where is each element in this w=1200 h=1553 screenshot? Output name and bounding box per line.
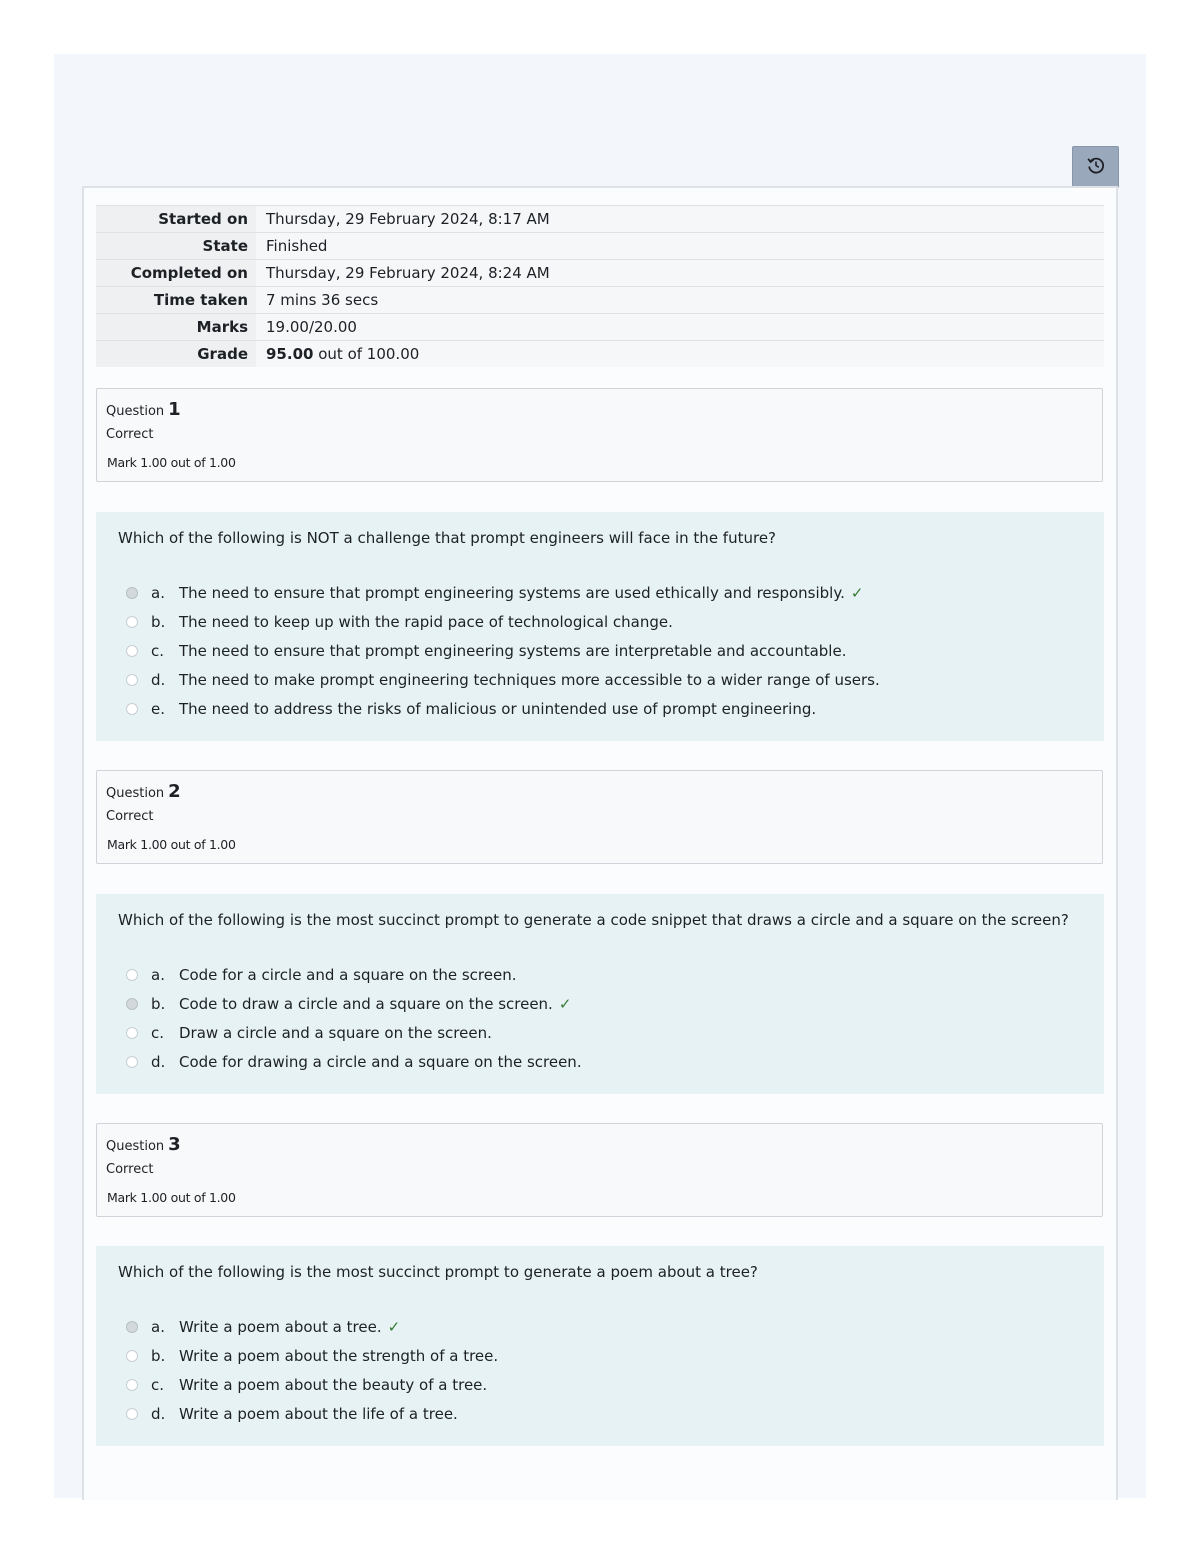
answer-letter: e. [151, 699, 165, 718]
answer-letter: b. [151, 612, 166, 631]
radio-button[interactable] [126, 587, 138, 599]
summary-row-started [96, 206, 1104, 233]
answer-letter: d. [151, 670, 166, 689]
check-icon: ✓ [850, 583, 864, 602]
question-state: Correct [106, 1162, 154, 1177]
answer-option[interactable] [126, 607, 880, 636]
summary-value: 7 mins 36 secs [256, 287, 1104, 314]
review-history-button[interactable] [1072, 146, 1119, 188]
answer-text: Draw a circle and a square on the screen. [179, 1023, 492, 1042]
summary-value [256, 341, 1104, 368]
answer-option[interactable] [126, 1312, 498, 1341]
question-content-3 [96, 1246, 1104, 1446]
history-icon [1086, 155, 1106, 179]
summary-row-completed [96, 260, 1104, 287]
answer-option[interactable] [126, 1047, 582, 1076]
answer-text: Code to draw a circle and a square on the screen. [179, 994, 553, 1013]
radio-button[interactable] [126, 1321, 138, 1333]
answer-text: The need to make prompt engineering techniques more accessible to a wider range of users. [179, 670, 880, 689]
radio-button[interactable] [126, 616, 138, 628]
question-mark: Mark 1.00 out of 1.00 [107, 1190, 236, 1205]
question-text: Which of the following is NOT a challenge that prompt engineers will face in the future? [118, 529, 777, 547]
question-label: Question [106, 1139, 165, 1154]
answer-list [126, 578, 880, 723]
answer-option[interactable] [126, 1370, 498, 1399]
question-number [106, 1134, 181, 1155]
radio-button[interactable] [126, 674, 138, 686]
attempt-summary-table [96, 205, 1104, 367]
grade-value: 95.00 [266, 345, 314, 363]
radio-button[interactable] [126, 645, 138, 657]
answer-list [126, 1312, 498, 1428]
question-info-2 [96, 770, 1103, 864]
answer-letter: c. [151, 1023, 165, 1042]
question-info-3 [96, 1123, 1103, 1217]
radio-button[interactable] [126, 1350, 138, 1362]
summary-row-time-taken [96, 287, 1104, 314]
answer-text: Code for drawing a circle and a square on the screen. [179, 1052, 582, 1071]
summary-row-state [96, 233, 1104, 260]
summary-label: Grade [96, 341, 256, 368]
radio-button[interactable] [126, 1408, 138, 1420]
check-icon: ✓ [558, 994, 572, 1013]
answer-text: The need to ensure that prompt engineering systems are used ethically and responsibly. [179, 583, 845, 602]
radio-button[interactable] [126, 1027, 138, 1039]
question-mark: Mark 1.00 out of 1.00 [107, 455, 236, 470]
radio-button[interactable] [126, 703, 138, 715]
answer-option[interactable] [126, 960, 582, 989]
answer-letter: a. [151, 583, 165, 602]
grade-suffix: out of 100.00 [318, 345, 420, 363]
question-text: Which of the following is the most succinct prompt to generate a code snippet that draws a circle and a square on the screen? [118, 911, 1069, 929]
check-icon: ✓ [387, 1317, 401, 1336]
answer-option[interactable] [126, 1399, 498, 1428]
answer-option[interactable] [126, 636, 880, 665]
question-content-1 [96, 512, 1104, 741]
summary-value: Finished [256, 233, 1104, 260]
answer-list [126, 960, 582, 1076]
answer-option[interactable] [126, 578, 880, 607]
answer-text: Write a poem about the beauty of a tree. [179, 1375, 488, 1394]
summary-row-grade [96, 341, 1104, 368]
answer-text: Write a poem about the life of a tree. [179, 1404, 458, 1423]
question-text: Which of the following is the most succinct prompt to generate a poem about a tree? [118, 1263, 758, 1281]
question-number-value: 1 [168, 399, 181, 420]
radio-button[interactable] [126, 969, 138, 981]
radio-button[interactable] [126, 1056, 138, 1068]
question-mark: Mark 1.00 out of 1.00 [107, 837, 236, 852]
answer-option[interactable] [126, 694, 880, 723]
answer-option[interactable] [126, 1341, 498, 1370]
radio-button[interactable] [126, 998, 138, 1010]
answer-text: The need to address the risks of malicious or unintended use of prompt engineering. [179, 699, 817, 718]
summary-value: 19.00/20.00 [256, 314, 1104, 341]
answer-letter: c. [151, 641, 165, 660]
answer-letter: a. [151, 1317, 165, 1336]
answer-text: Write a poem about a tree. [179, 1317, 382, 1336]
question-state: Correct [106, 809, 154, 824]
question-number [106, 781, 181, 802]
answer-letter: c. [151, 1375, 165, 1394]
summary-value: Thursday, 29 February 2024, 8:17 AM [256, 206, 1104, 233]
question-number-value: 3 [168, 1134, 181, 1155]
answer-text: The need to ensure that prompt engineering systems are interpretable and accountable. [179, 641, 847, 660]
summary-label: Marks [96, 314, 256, 341]
answer-letter: a. [151, 965, 165, 984]
summary-label: State [96, 233, 256, 260]
question-number [106, 399, 181, 420]
summary-label: Completed on [96, 260, 256, 287]
question-content-2 [96, 894, 1104, 1094]
question-number-value: 2 [168, 781, 181, 802]
summary-value: Thursday, 29 February 2024, 8:24 AM [256, 260, 1104, 287]
question-info-1 [96, 388, 1103, 482]
question-state: Correct [106, 427, 154, 442]
question-label: Question [106, 404, 165, 419]
answer-option[interactable] [126, 1018, 582, 1047]
answer-text: The need to keep up with the rapid pace of technological change. [179, 612, 673, 631]
answer-letter: b. [151, 1346, 166, 1365]
answer-text: Write a poem about the strength of a tree. [179, 1346, 499, 1365]
summary-label: Started on [96, 206, 256, 233]
answer-letter: d. [151, 1404, 166, 1423]
radio-button[interactable] [126, 1379, 138, 1391]
answer-letter: b. [151, 994, 166, 1013]
answer-option[interactable] [126, 665, 880, 694]
answer-text: Code for a circle and a square on the screen. [179, 965, 517, 984]
answer-option[interactable] [126, 989, 582, 1018]
summary-row-marks [96, 314, 1104, 341]
summary-label: Time taken [96, 287, 256, 314]
answer-letter: d. [151, 1052, 166, 1071]
question-label: Question [106, 786, 165, 801]
